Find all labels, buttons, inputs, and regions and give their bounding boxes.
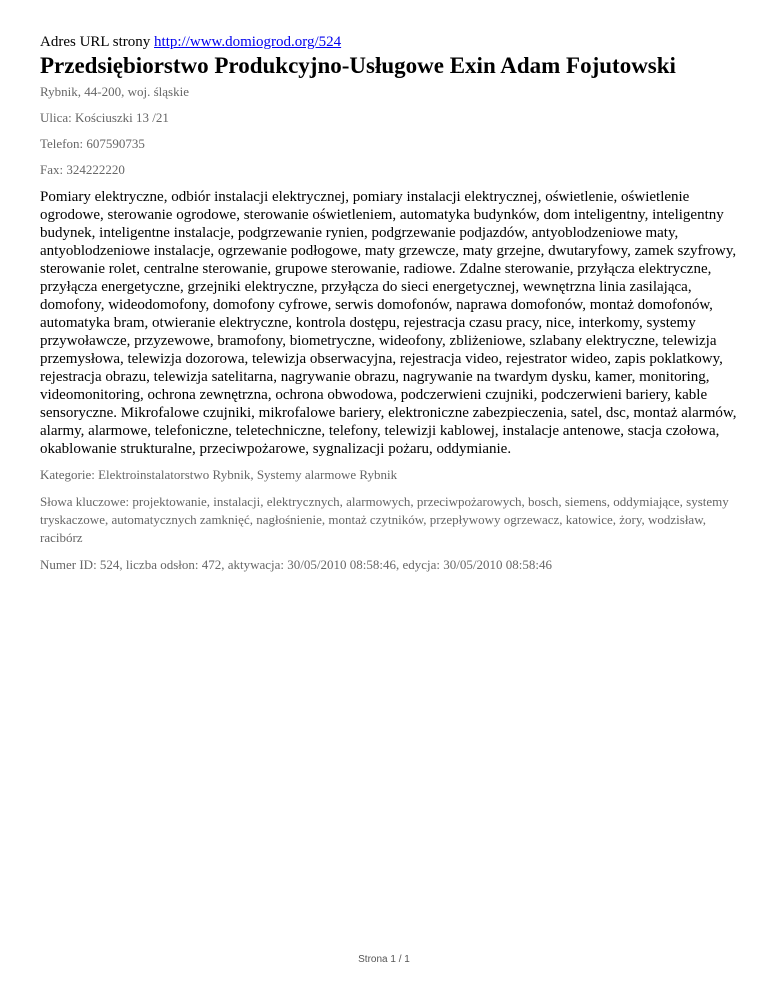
company-name: Przedsiębiorstwo Produkcyjno-Usługowe Exin Adam Fojutowski [40, 53, 676, 78]
company-fax: Fax: 324222220 [40, 162, 125, 177]
page-number: Strona 1 / 1 [358, 954, 410, 965]
company-phone: Telefon: 607590735 [40, 136, 145, 151]
categories-line: Kategorie: Elektroinstalatorstwo Rybnik, Systemy alarmowe Rybnik [40, 467, 398, 482]
url-label: Adres URL strony [40, 34, 151, 50]
company-description: Pomiary elektryczne, odbiór instalacji elektrycznej, pomiary instalacji elektrycznej, oświetlenie, oświetlenie ogrodowe, sterowanie ogrodowe, sterowanie oświetleniem, automatyka budynków, dom inteligentny, inteligentny budynek, inteligentne instalacje, podgrzewanie rynien, podgrzewanie podjazdów, antyoblodzeniowe maty, antyoblodzeniowe instalacje, ogrzewanie podłogowe, maty grzewcze, maty grzejne, dwutaryfowy, zamek szyfrowy, sterowanie rolet, centralne sterowanie, grupowe sterowanie, radiowe. Zdalne sterowanie, przyłącza elektryczne, przyłącza energetyczne, grzejniki elektryczne, przyłącza do sieci energetycznej, wewnętrzna linia zasilająca, domofony, wideodomofony, domofony cyfrowe, serwis domofonów, naprawa domofonów, montaż domofonów, automatyka bram, otwieranie elektryczne, kontrola dostępu, rejestracja czasu pracy, nice, interkomy, systemy przywoławcze, przyzewowe, bramofony, biometryczne, wideofony, zbliżeniowe, szlabany elektryczne, telewizja przemysłowa, telewizja dozorowa, telewizja obserwacyjna, rejestracja video, rejestrator wideo, zapis poklatkowy, rejestracja obrazu, telewizja satelitarna, nagrywanie obrazu, nagrywanie na twardym dysku, kamer, monitoring, videomonitoring, ochrona zewnętrzna, ochrona obwodowa, podczerwieni czujniki, podczerwieni bariery, kable sensoryczne. Mikrofalowe czujniki, mikrofalowe bariery, elektroniczne zabezpieczenia, satel, dsc, montaż alarmów, alarmy, alarmowe, telefoniczne, teletechniczne, telefony, telewizji kablowej, instalacje antenowe, stacja czołowa, okablowanie strukturalne, przeciwpożarowe, sygnalizacji pożaru, oddymianie. [40, 189, 737, 457]
company-street: Ulica: Kościuszki 13 /21 [40, 110, 169, 125]
page-url-link[interactable]: http://www.domiogrod.org/524 [154, 34, 342, 50]
company-location: Rybnik, 44-200, woj. śląskie [40, 84, 189, 99]
page-footer [0, 954, 768, 965]
keywords-line: Słowa kluczowe: projektowanie, instalacji, elektrycznych, alarmowych, przeciwpożarowych, bosch, siemens, oddymiające, systemy tryskaczowe, automatycznych zamknięć, nagłośnienie, montaż czytników, przepływowy ogrzewacz, katowice, żory, wodzisław, racibórz [40, 494, 729, 545]
url-line [40, 33, 740, 51]
record-info-line: Numer ID: 524, liczba odsłon: 472, aktywacja: 30/05/2010 08:58:46, edycja: 30/05/2010 08:58:46 [40, 557, 552, 572]
document-page [40, 33, 740, 573]
